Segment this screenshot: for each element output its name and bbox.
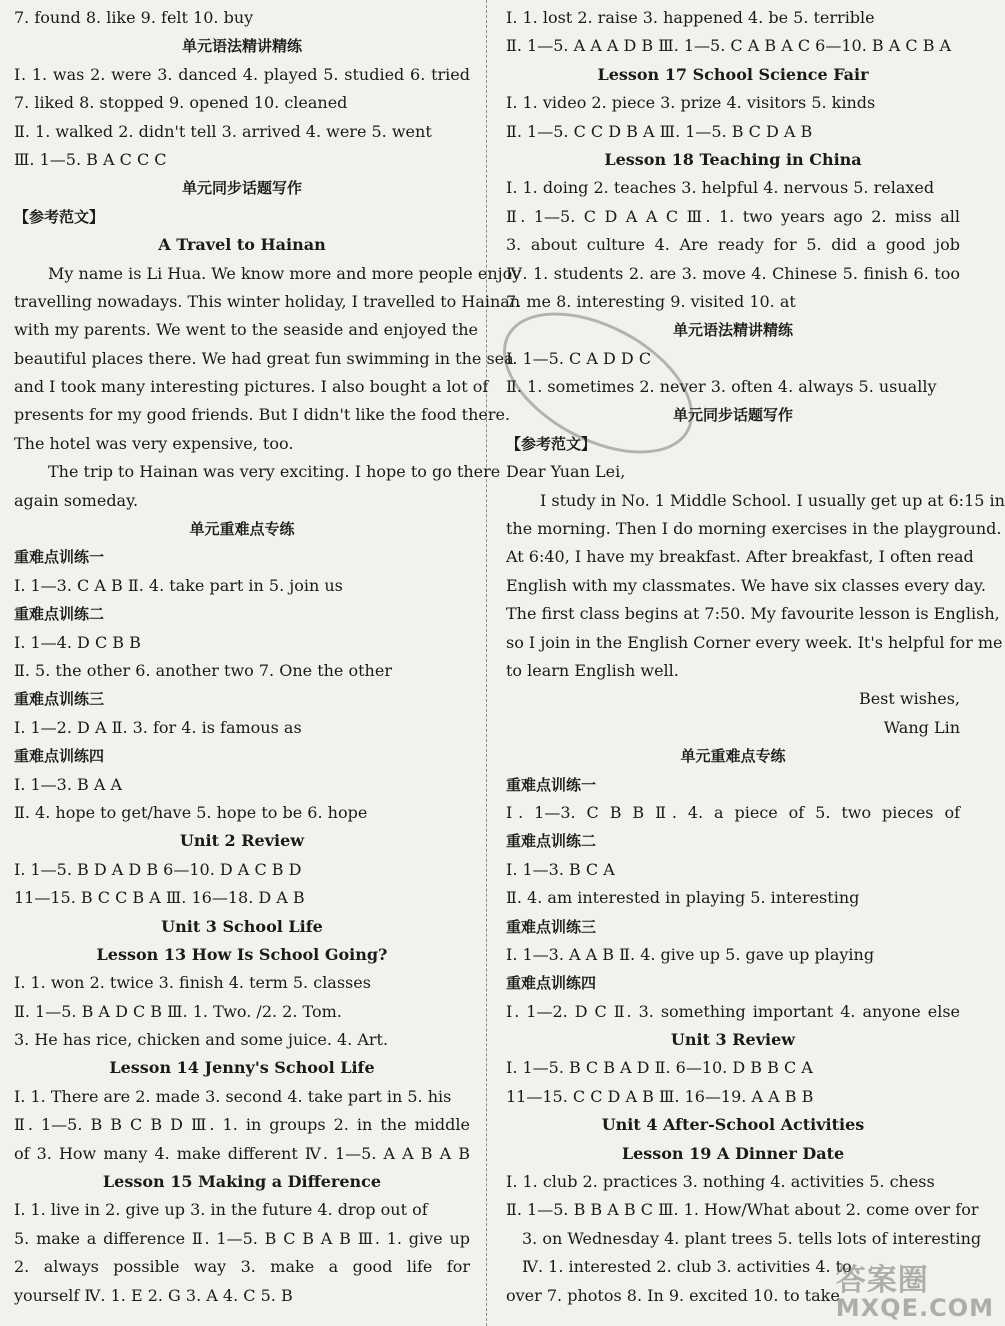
- answer-line: 11—15. C C D A B Ⅲ. 16—19. A A B B: [506, 1086, 814, 1106]
- answer-line: again someday.: [14, 490, 139, 510]
- answer-line: to learn English well.: [506, 660, 679, 680]
- answer-line: Ⅱ. 1—5. C C D B A Ⅲ. 1—5. B C D A B: [506, 121, 813, 141]
- answer-line: Ⅰ. 1—4. D C B B: [14, 632, 141, 652]
- answer-line: Ⅰ. 1. doing 2. teaches 3. helpful 4. nervous 5. relaxed: [506, 178, 935, 198]
- answer-line: 重难点训练一: [506, 775, 597, 794]
- answer-line: 3. on Wednesday 4. plant trees 5. tells lots of interesting: [522, 1228, 982, 1248]
- answer-line: 3. about culture 4. Are ready for 5. did a good job: [506, 235, 960, 255]
- answer-line: 重难点训练三: [506, 917, 597, 936]
- answer-line: Unit 4 After-School Activities: [601, 1115, 865, 1135]
- answer-line: Ⅰ. 1. lost 2. raise 3. happened 4. be 5. terrible: [506, 8, 875, 27]
- answer-line: 单元重难点专练: [189, 520, 295, 539]
- answer-line: Lesson 15 Making a Difference: [102, 1172, 382, 1192]
- answer-line: 重难点训练三: [14, 690, 105, 709]
- answer-line: Lesson 18 Teaching in China: [604, 149, 862, 169]
- answer-line: Ⅱ. 1. walked 2. didn't tell 3. arrived 4. were 5. went: [14, 121, 432, 141]
- answer-line: travelling nowadays. This winter holiday, I travelled to Hainan: [14, 291, 521, 311]
- answer-line: so I join in the English Corner every week. It's helpful for me: [506, 632, 1003, 652]
- answer-line: 单元同步话题写作: [181, 179, 302, 198]
- answer-line: Ⅰ. 1—3. C A B Ⅱ. 4. take part in 5. join us: [14, 575, 343, 595]
- answer-line: Ⅰ. 1. There are 2. made 3. second 4. take part in 5. his: [14, 1086, 452, 1106]
- answer-line: Ⅲ. 1—5. B A C C C: [14, 149, 167, 169]
- answer-line: Lesson 14 Jenny's School Life: [109, 1058, 375, 1078]
- answer-line: Ⅳ. 1. students 2. are 3. move 4. Chinese 5. finish 6. too: [506, 263, 960, 283]
- answer-line: 重难点训练二: [506, 832, 597, 851]
- answer-line: Ⅰ. 1—3. B A A: [14, 774, 123, 794]
- answer-line: Best wishes,: [858, 689, 960, 709]
- answer-line: The trip to Hainan was very exciting. I hope to go there: [48, 462, 501, 482]
- answer-line: Ⅰ. 1—3. C B B Ⅱ. 4. a piece of 5. two pieces of: [506, 802, 960, 822]
- answer-line: Ⅰ. 1. club 2. practices 3. nothing 4. activities 5. chess: [506, 1172, 935, 1192]
- answer-line: Ⅰ. 1—5. B C B A D Ⅱ. 6—10. D B B C A: [506, 1058, 813, 1078]
- answer-line: 7. liked 8. stopped 9. opened 10. cleaned: [14, 93, 348, 113]
- answer-line: Ⅰ. 1. live in 2. give up 3. in the future 4. drop out of: [14, 1200, 428, 1220]
- answer-line: Ⅰ. 1—5. B D A D B 6—10. D A C B D: [14, 859, 302, 879]
- answer-line: Lesson 19 A Dinner Date: [621, 1143, 845, 1163]
- answer-line: Ⅳ. 1. interested 2. club 3. activities 4. to: [522, 1257, 852, 1277]
- answer-line: 【参考范文】: [14, 207, 105, 226]
- answer-line: The first class begins at 7:50. My favourite lesson is English,: [506, 604, 1000, 624]
- answer-line: yourself Ⅳ. 1. E 2. G 3. A 4. C 5. B: [14, 1285, 293, 1305]
- answer-line: Ⅱ. 1—5. B B A B C Ⅲ. 1. How/What about 2. come over for: [506, 1200, 979, 1220]
- answer-line: Ⅰ. 1. won 2. twice 3. finish 4. term 5. classes: [14, 973, 371, 993]
- answer-line: presents for my good friends. But I didn't like the food there.: [14, 405, 511, 425]
- answer-line: English with my classmates. We have six classes every day.: [506, 575, 986, 595]
- answer-line: 单元语法精讲精练: [672, 321, 793, 340]
- answer-line: Ⅰ. 1—3. A A B Ⅱ. 4. give up 5. gave up playing: [506, 944, 875, 964]
- answer-line: Unit 2 Review: [179, 831, 305, 851]
- answer-line: Ⅱ. 1—5. A A A D B Ⅲ. 1—5. C A B A C 6—10. B A C B A: [506, 36, 952, 56]
- answer-line: 重难点训练二: [14, 605, 105, 624]
- answer-line: 3. He has rice, chicken and some juice. 4. Art.: [14, 1030, 389, 1050]
- answer-line: beautiful places there. We had great fun swimming in the sea: [14, 348, 514, 368]
- answer-line: 2. always possible way 3. make a good life for: [14, 1257, 470, 1277]
- answer-line: Lesson 13 How Is School Going?: [96, 944, 388, 964]
- watermark-logo: [835, 1263, 994, 1322]
- answer-line: Dear Yuan Lei,: [506, 462, 626, 482]
- answer-line: 单元重难点专练: [680, 747, 786, 766]
- answer-line: 7. found 8. like 9. felt 10. buy: [14, 8, 254, 27]
- answer-line: Ⅱ. 1. sometimes 2. never 3. often 4. always 5. usually: [506, 377, 937, 397]
- answer-line: I study in No. 1 Middle School. I usually get up at 6:15 in: [540, 490, 1005, 510]
- answer-line: Unit 3 School Life: [161, 916, 323, 936]
- answer-line: Ⅱ. 4. am interested in playing 5. interesting: [506, 888, 860, 908]
- answer-line: 11—15. B C C B A Ⅲ. 16—18. D A B: [14, 888, 305, 908]
- answer-line: with my parents. We went to the seaside and enjoyed the: [14, 320, 478, 340]
- left-column: [14, 4, 522, 1310]
- answer-line: Ⅰ. 1—5. C A D D C: [506, 348, 652, 368]
- answer-line: 7. me 8. interesting 9. visited 10. at: [506, 291, 796, 311]
- answer-line: Ⅰ. 1—3. B C A: [506, 859, 615, 879]
- answer-line: 重难点训练四: [506, 974, 597, 993]
- answer-line: 5. make a difference Ⅱ. 1—5. B C B A B Ⅲ. 1. give up: [14, 1228, 470, 1248]
- answer-line: 单元语法精讲精练: [181, 37, 302, 56]
- answer-line: the morning. Then I do morning exercises in the playground.: [506, 519, 1002, 539]
- answer-line: Wang Lin: [883, 717, 960, 737]
- answer-line: 重难点训练四: [14, 747, 105, 766]
- answer-line: 单元同步话题写作: [672, 406, 793, 425]
- watermark-domain: MXQE.COM: [835, 1294, 994, 1322]
- answer-line: 重难点训练一: [14, 548, 105, 567]
- watermark-text: 答案圈: [835, 1263, 929, 1298]
- answer-line: Ⅰ. 1. was 2. were 3. danced 4. played 5. studied 6. tried: [14, 64, 470, 84]
- answer-line: of 3. How many 4. make different Ⅳ. 1—5. A A B A B: [14, 1143, 470, 1163]
- answer-line: over 7. photos 8. In 9. excited 10. to take: [506, 1285, 840, 1305]
- answer-line: My name is Li Hua. We know more and more people enjoy: [48, 263, 522, 283]
- answer-line: A Travel to Hainan: [158, 235, 326, 255]
- answer-line: Unit 3 Review: [670, 1030, 796, 1050]
- answer-line: 【参考范文】: [506, 434, 597, 453]
- answer-line: Ⅰ. 1—2. D A Ⅱ. 3. for 4. is famous as: [14, 717, 302, 737]
- answer-line: and I took many interesting pictures. I also bought a lot of: [14, 377, 489, 397]
- answer-line: Ⅱ. 1—5. C D A A C Ⅲ. 1. two years ago 2. miss all: [506, 206, 960, 226]
- answer-line: Ⅰ. 1—2. D C Ⅱ. 3. something important 4. anyone else: [506, 1001, 960, 1021]
- answer-line: Ⅰ. 1. video 2. piece 3. prize 4. visitors 5. kinds: [506, 93, 876, 113]
- answer-line: The hotel was very expensive, too.: [14, 433, 294, 453]
- column-divider: [486, 0, 487, 1326]
- answer-line: Ⅱ. 4. hope to get/have 5. hope to be 6. hope: [14, 802, 368, 822]
- answer-line: Ⅱ. 5. the other 6. another two 7. One the other: [14, 660, 392, 680]
- answer-line: At 6:40, I have my breakfast. After breakfast, I often read: [506, 547, 974, 567]
- answer-line: Lesson 17 School Science Fair: [597, 64, 869, 84]
- answer-line: Ⅱ. 1—5. B A D C B Ⅲ. 1. Two. /2. 2. Tom.: [14, 1001, 342, 1021]
- answer-line: Ⅱ. 1—5. B B C B D Ⅲ. 1. in groups 2. in the middle: [14, 1115, 470, 1135]
